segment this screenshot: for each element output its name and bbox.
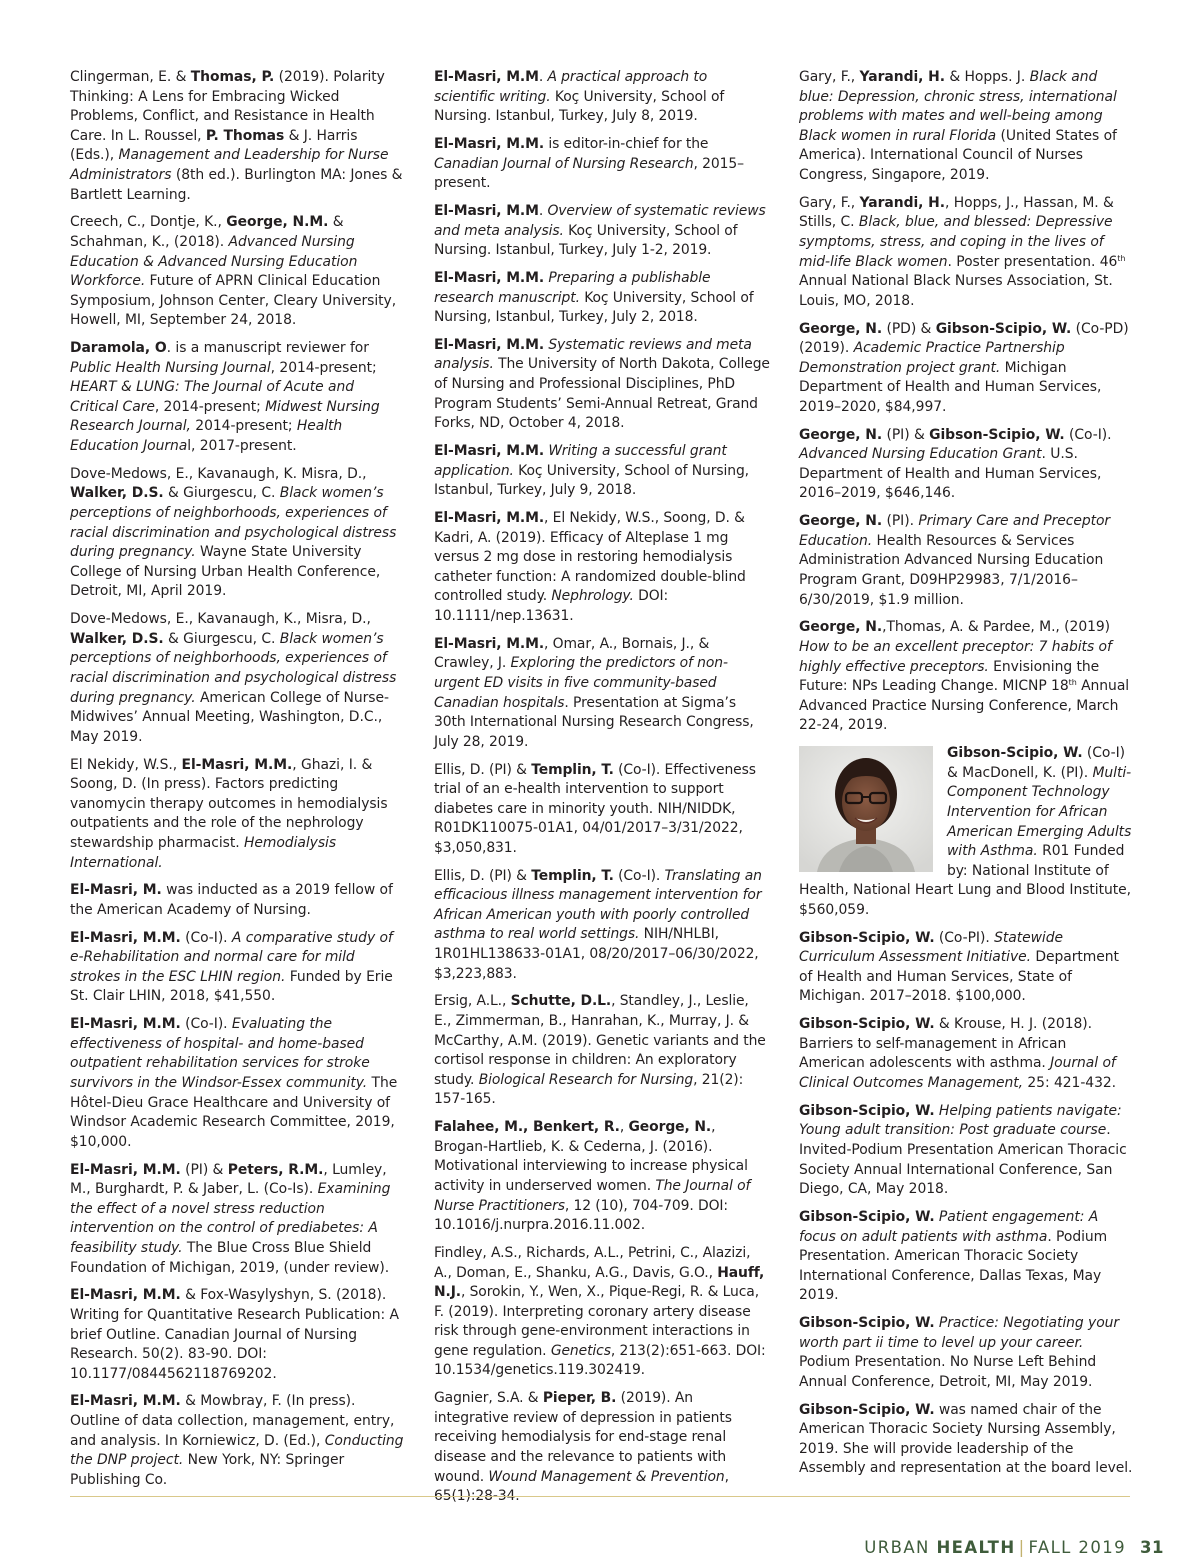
citation-entry [799,426,1134,504]
work-title: Exploring the predictors of non-urgent ED visits in five community-based Canadian hospitals [434,655,728,711]
citation-text: (Co-I). [1064,426,1112,443]
citation-text: (PI) & [180,1161,228,1178]
citation-entry [799,744,1134,920]
citation-text: , [619,1119,629,1136]
citation-text: . Presentation at Sigma’s 30th International Nursing Research Congress, July 28, 2019. [434,694,754,750]
citation-entry [434,336,770,434]
citation-text: (Co-PD) (2019). [799,320,1129,357]
citation-entry [434,867,770,985]
author-name: Yarandi, H. [859,194,945,211]
citation-entry [70,881,404,920]
work-title: Multi-Component Technology Intervention for African American Emerging Adults with Asthma. [947,764,1132,860]
citation-text: , 2015–present. [434,155,744,192]
work-title: Translating an efficacious illness management intervention for African American youth with poorly controlled asthma to real world settings. [434,867,762,943]
author-name: El-Masri, M. [70,882,162,899]
citation-entry [70,213,404,331]
citation-entry [70,756,404,874]
citation-text: . U.S. Department of Health and Human Services, 2016–2019, $646,146. [799,446,1102,502]
citation-text: Gary, F., [799,194,860,211]
author-name: George, N.M. [226,214,329,231]
author-name: Pieper, B. [542,1390,617,1407]
footer-separator: | [1018,1538,1026,1557]
author-name: El-Masri, M.M. [70,1161,181,1178]
work-title: A practical approach to scientific writing. [434,69,708,105]
citation-text: was named chair of the American Thoracic Society Nursing Assembly, 2019. She will provide leadership of the Assembly and representation at the board level. [799,1401,1133,1477]
author-name: Gibson-Scipio, W. [947,745,1083,762]
author-name: Thomas, P. [190,69,275,85]
citation-text: , Hopps, J., Hassan, M. & Stills, C. [799,194,1114,231]
citation-text: (PI) & [882,426,930,443]
citation-entry [70,1161,404,1279]
citation-text: . Invited-Podium Presentation American Thoracic Society Annual International Conference, San Diego, CA, May 2018. [799,1122,1127,1198]
work-title: Academic Practice Partnership Demonstration project grant. [799,340,1065,376]
column-1 [70,68,404,1499]
citation-entry [434,1389,770,1507]
citation-text: & Schahman, K., (2018). [70,214,344,250]
work-title: Preparing a publishable research manuscript. [434,269,711,306]
work-title: Practice: Negotiating your worth part ii time to level up your career. [799,1315,1120,1351]
citation-entry [799,68,1134,186]
author-name: El-Masri, M.M [434,202,539,219]
work-title: Hemodialysis International. [70,834,337,871]
work-title: Nephrology. [551,588,634,605]
citation-text: is editor-in-chief for the [544,135,709,152]
citation-entry [434,202,770,261]
citation-text: (Co-I) & MacDonell, K. (PI). [947,745,1126,781]
work-title: Systematic reviews and meta analysis. [434,336,752,373]
author-name: P. Thomas [205,127,285,144]
citation-entry [70,68,404,205]
citation-entry [799,929,1134,1007]
citation-entry [434,442,770,501]
citation-text: , 12 (10), 704-709. DOI: 10.1016/j.nurpra.2016.11.002. [434,1197,729,1234]
work-title: Helping patients navigate: Young adult transition: Post graduate course [799,1102,1122,1139]
citation-text: Envisioning the Future: NPs Leading Change. MICNP 18 [799,658,1100,695]
work-title: Writing a successful grant application. [434,443,727,479]
citation-text: & Giurgescu, C. [163,485,280,502]
author-name: El-Masri, M.M. [434,269,545,286]
citation-entry [70,1015,404,1152]
citation-entry [434,68,770,127]
citation-entry [70,929,404,1007]
footer-brand-urban: URBAN [864,1538,930,1557]
author-name: Gibson-Scipio, W. [799,1102,935,1119]
citation-text: Koç University, School of Nursing, Istanbul, Turkey, July 2, 2018. [434,289,754,326]
author-name: El-Masri, M.M. [70,1287,181,1304]
citation-text: NIH/NHLBI, 1R01HL138633-01A1, 08/20/2017–06/30/2022, $3,223,883. [434,926,759,982]
author-name: Gibson-Scipio, W. [929,426,1065,443]
citation-text: l, 2017-present. [187,438,297,455]
author-name: George, N. [799,320,883,337]
work-title: Black, blue, and blessed: Depressive symptoms, stress, and coping in the lives of mid-life Black women [799,214,1113,270]
work-title: Midwest Nursing Research Journal, [70,398,380,435]
author-name: Hauff, N.J. [434,1264,765,1301]
citation-entry [434,269,770,328]
citation-text: Koç University, School of Nursing, Istanbul, Turkey, July 9, 2018. [434,462,750,499]
citation-text: New York, NY: Springer Publishing Co. [70,1452,345,1488]
work-title: Public Health Nursing Journal [70,359,271,376]
citation-text: The Hôtel-Dieu Grace Healthcare and University of Windsor Academic Research Committee, 2019, $10,000. [70,1075,398,1150]
citation-text: . [538,202,548,219]
work-title: Biological Research for Nursing [478,1071,694,1088]
citation-text: El Nekidy, W.S., [70,756,182,773]
author-name: Peters, R.M. [227,1161,324,1178]
work-title: Primary Care and Preceptor Education. [799,513,1111,549]
citation-text: , Standley, J., Leslie, E., Zimmerman, B., Hanrahan, K., Murray, J. & McCarthy, A.M. (2019). Genetic variants and the cortisol response in children: An exploratory study. [434,993,766,1088]
citation-text: Ellis, D. (PI) & [434,867,532,884]
author-name: Daramola, O [70,340,167,357]
citation-text: & Krouse, H. J. (2018). Barriers to self-management in African American adolescents with asthma. [799,1016,1093,1072]
citation-text: Annual Advanced Practice Nursing Conference, March 22-24, 2019. [799,678,1130,734]
citation-text: DOI: 10.1111/nep.13631. [434,588,669,624]
footer-rule [70,1496,1130,1497]
citation-text: , 213(2):651-663. DOI: 10.1534/genetics.119.302419. [434,1342,766,1379]
citation-text: Wayne State University College of Nursing Urban Health Conference, Detroit, MI, April 2019. [70,544,381,600]
citation-text: (Co-I). [613,867,665,884]
citation-entry [434,761,770,859]
work-title: The Journal of Nurse Practitioners [434,1177,751,1214]
citation-text: Creech, C., Dontje, K., [70,214,227,231]
citation-text: & J. Harris (Eds.), [70,127,358,164]
citation-entry [70,610,404,747]
author-name: George, N. [799,426,883,443]
citation-text: Dove-Medows, E., Kavanaugh, K. Misra, D., [70,465,367,482]
author-name: El-Masri, M.M [434,69,539,85]
citation-text: Gagnier, S.A. & [434,1390,543,1407]
citation-text: , 2014-present; [270,359,377,376]
citation-entry [434,1244,770,1381]
citation-text: , 65(1):28-34. [434,1468,729,1505]
citation-entry [799,1401,1134,1479]
work-title: Black and blue: Depression, chronic stress, international problems with mates and well-being among Black women in rural Florida [799,69,1117,144]
author-name: El-Masri, M.M. [70,1393,181,1410]
footer-issue: FALL 2019 [1028,1538,1127,1557]
author-name: Walker, D.S. [70,630,164,647]
work-title: Advanced Nursing Education Grant [799,446,1042,463]
citation-entry [434,509,770,627]
work-title: Conducting the DNP project. [70,1432,404,1469]
citation-text: & Hopps. J. [945,69,1030,85]
citation-text: (PD) & [882,320,936,337]
citation-text: The University of North Dakota, College of Nursing and Professional Disciplines, PhD Program Students’ Semi-Annual Retreat, Grand Forks, ND, October 4, 2018. [434,356,770,432]
citation-text: , Ghazi, I. & Soong, D. (In press). Factors predicting vanomycin therapy outcomes in hemodialysis outpatients and the role of the nephrology stewardship pharmacist. [70,756,388,851]
author-name: Templin, T. [531,867,614,884]
citation-text: Gary, F., [799,69,860,85]
work-title: Genetics [550,1342,611,1359]
citation-entry [70,1392,404,1490]
citation-text: , 21(2): 157-165. [434,1071,744,1108]
citation-text: , 2014-present; [154,398,266,415]
citation-entry [70,1286,404,1384]
citation-text: 2014-present; [190,418,297,435]
citation-text: & Mowbray, F. (In press). Outline of data collection, management, entry, and analysis. In Korniewicz, D. (Ed.), [70,1393,395,1449]
citation-text: (Co-I). [180,1016,232,1033]
portrait-photo-icon [799,746,933,872]
citation-text: . Poster presentation. 46 [947,253,1118,270]
author-name: George, N. [799,513,883,530]
citation-entry [799,1102,1134,1200]
citation-text: Department of Health and Human Services, State of Michigan. 2017–2018. $100,000. [799,949,1119,1005]
citation-text: (2019). An integrative review of depression in patients receiving hemodialysis for end-stage renal disease and the relevance to patients with wound. [434,1390,732,1485]
citation-text: Podium Presentation. No Nurse Left Behind Annual Conference, Detroit, MI, May 2019. [799,1354,1097,1390]
column-3 [799,68,1134,1487]
author-name: Schutte, D.L. [510,993,612,1010]
citation-entry [799,1208,1134,1306]
citation-entry [799,618,1134,736]
work-title: Journal of Clinical Outcomes Management, [799,1055,1116,1091]
author-name: El-Masri, M.M. [434,135,545,152]
citation-text: , El Nekidy, W.S., Soong, D. & Kadri, A. (2019). Efficacy of Alteplase 1 mg versus 2 mg dose in restoring hemodialysis catheter function: A randomized double-blind controlled study. [434,510,746,605]
author-name: Templin, T. [531,761,614,778]
author-name: George, N. [628,1119,712,1136]
citation-entry [434,635,770,753]
author-name: El-Masri, M.M. [434,336,545,353]
work-title: Evaluating the effectiveness of hospital- and home-based outpatient rehabilitation services for stroke survivors in the Windsor-Essex community. [70,1016,370,1091]
work-title: Examining the effect of a novel stress reduction intervention on the control of prediabetes: A feasibility study. [70,1181,391,1256]
citation-text: Ersig, A.L., [434,993,511,1010]
citation-text: The Blue Cross Blue Shield Foundation of Michigan, 2019, (under review). [70,1239,390,1276]
author-name: Walker, D.S. [70,485,164,502]
author-name: El-Masri, M.M. [434,635,545,652]
citation-entry [799,512,1134,610]
citation-text: , Lumley, M., Burghardt, P. & Jaber, L. (Co-Is). [70,1161,387,1198]
work-title: Canadian Journal of Nursing Research [434,155,694,172]
author-name: Gibson-Scipio, W. [799,929,935,946]
citation-text: Future of APRN Clinical Education Symposium, Johnson Center, Cleary University, Howell, MI, September 24, 2018. [70,273,397,329]
work-title: Management and Leadership for Nurse Administrators [70,147,389,183]
page-footer [864,1538,1164,1557]
citation-text: (2019). Polarity Thinking: A Lens for Embracing Wicked Problems, Conflict, and Resistance in Health Care. In L. Roussel, [70,69,385,144]
citation-entry [799,320,1134,418]
page-number: 31 [1140,1538,1164,1557]
work-title: Patient engagement: A focus on adult patients with asthma [799,1208,1099,1245]
author-name: Gibson-Scipio, W. [799,1016,935,1033]
author-name: El-Masri, M.M. [70,1016,181,1033]
citation-entry [799,1314,1134,1392]
citation-text: , Brogan-Hartlieb, K. & Cederna, J. (2016). Motivational interviewing to increase physical activity in underserved women. [434,1119,748,1194]
author-name: George, N. [799,619,883,636]
citation-text: (PI). [882,513,919,530]
citation-entry [70,339,404,457]
citation-text: ,Thomas, A. & Pardee, M., (2019) [882,619,1111,636]
citation-text: . is a manuscript reviewer for [166,340,369,357]
author-name: El-Masri, M.M. [70,929,181,946]
work-title: Statewide Curriculum Assessment Initiative. [799,929,1063,966]
portrait-photo [799,746,933,872]
citation-text: . Podium Presentation. American Thoracic Society International Conference, Dallas Texas, May 2019. [799,1228,1108,1304]
citation-text: Michigan Department of Health and Human Services, 2019–2020, $84,997. [799,359,1102,415]
citation-text: & Fox-Wasylyshyn, S. (2018). Writing for Quantitative Research Publication: A brief Outline. Canadian Journal of Nursing Research. 50(2). 83-90. DOI: 10.1177/0844562118769202. [70,1287,399,1382]
citation-text: . [538,69,548,85]
author-name: Gibson-Scipio, W. [799,1401,935,1418]
work-title: Black women’s perceptions of neighborhoods, experiences of racial discrimination and psychological distress during pregnancy. [70,485,397,561]
citation-text: Health Resources & Services Administration Advanced Nursing Education Program Grant, D09HP29983, 7/1/2016–6/30/2019, $1.9 million. [799,532,1104,608]
citation-entry [434,1118,770,1236]
author-name: Falahee, M., Benkert, R. [434,1119,620,1136]
citation-text: , Sorokin, Y., Wen, X., Pique-Regi, R. & Luca, F. (2019). Interpreting coronary artery disease risk through gene-environment interactions in gene regulation. [434,1284,760,1359]
citation-text: Koç University, School of Nursing. Istanbul, Turkey, July 1-2, 2019. [434,222,738,259]
citation-text: Funded by Erie St. Clair LHIN, 2018, $41,550. [70,968,393,1005]
citation-text: & Giurgescu, C. [163,630,280,647]
citation-text: th [1068,678,1077,688]
author-name: El-Masri, M.M. [181,756,293,773]
citation-text: (Co-I). [180,929,232,946]
citation-text: th [1117,253,1126,263]
citation-text: (8th ed.). Burlington MA: Jones & Bartlett Learning. [70,166,403,203]
citation-text: (Co-I). Effectiveness trial of an e-health intervention to support diabetes care in minority youth. NIH/NIDDK, R01DK110075-01A1, 04/01/2017–3/31/2022, $3,050,831. [434,761,756,856]
work-title: Wound Management & Prevention [488,1468,725,1485]
citation-text: Koç University, School of Nursing. Istanbul, Turkey, July 8, 2019. [434,88,725,125]
citation-entry [70,465,404,602]
work-title: Black women’s perceptions of neighborhoods, experiences of racial discrimination and psychological distress during pregnancy. [70,630,397,706]
citation-text: American College of Nurse-Midwives’ Annual Meeting, Washington, D.C., May 2019. [70,689,389,745]
citation-entry [799,1015,1134,1093]
citation-text: (Co-PI). [934,929,995,946]
author-name: El-Masri, M.M. [434,443,545,460]
citation-text: , Omar, A., Bornais, J., & Crawley, J. [434,635,710,672]
citation-text: Annual National Black Nurses Association, St. Louis, MO, 2018. [799,273,1113,309]
citation-entry [799,194,1134,312]
author-name: Gibson-Scipio, W. [799,1208,935,1225]
citation-text: R01 Funded by: National Institute of Health, National Heart Lung and Blood Institute, $560,059. [799,843,1132,918]
author-name: El-Masri, M.M. [434,510,545,526]
citation-text: Findley, A.S., Richards, A.L., Petrini, C., Alazizi, A., Doman, E., Shanku, A.G., Davis, G.O., [434,1244,751,1281]
work-title: HEART & LUNG: The Journal of Acute and Critical Care [70,379,355,415]
work-title: Overview of systematic reviews and meta analysis. [434,202,766,239]
work-title: A comparative study of e-Rehabilitation and normal care for mild strokes in the ESC LHIN region. [70,929,393,985]
citation-text: 25: 421-432. [1023,1075,1117,1091]
citation-text: Dove-Medows, E., Kavanaugh, K., Misra, D., [70,611,371,628]
author-name: Gibson-Scipio, W. [799,1315,935,1332]
column-2 [434,68,770,1515]
citation-text: Clingerman, E. & [70,69,191,85]
work-title: How to be an excellent preceptor: 7 habits of highly effective preceptors. [799,638,1112,675]
work-title: Health Education Journa [70,418,343,455]
citation-entry [434,135,770,194]
citation-text: was inducted as a 2019 fellow of the American Academy of Nursing. [70,882,393,918]
citation-text: Ellis, D. (PI) & [434,761,532,778]
author-name: Yarandi, H. [859,69,945,85]
author-name: Gibson-Scipio, W. [935,320,1072,337]
citation-entry [434,992,770,1110]
footer-brand-health: HEALTH [936,1538,1016,1557]
work-title: Advanced Nursing Education & Advanced Nursing Education Workforce. [70,233,358,290]
citation-text: (United States of America). International Council of Nurses Congress, Singapore, 2019. [799,127,1117,183]
